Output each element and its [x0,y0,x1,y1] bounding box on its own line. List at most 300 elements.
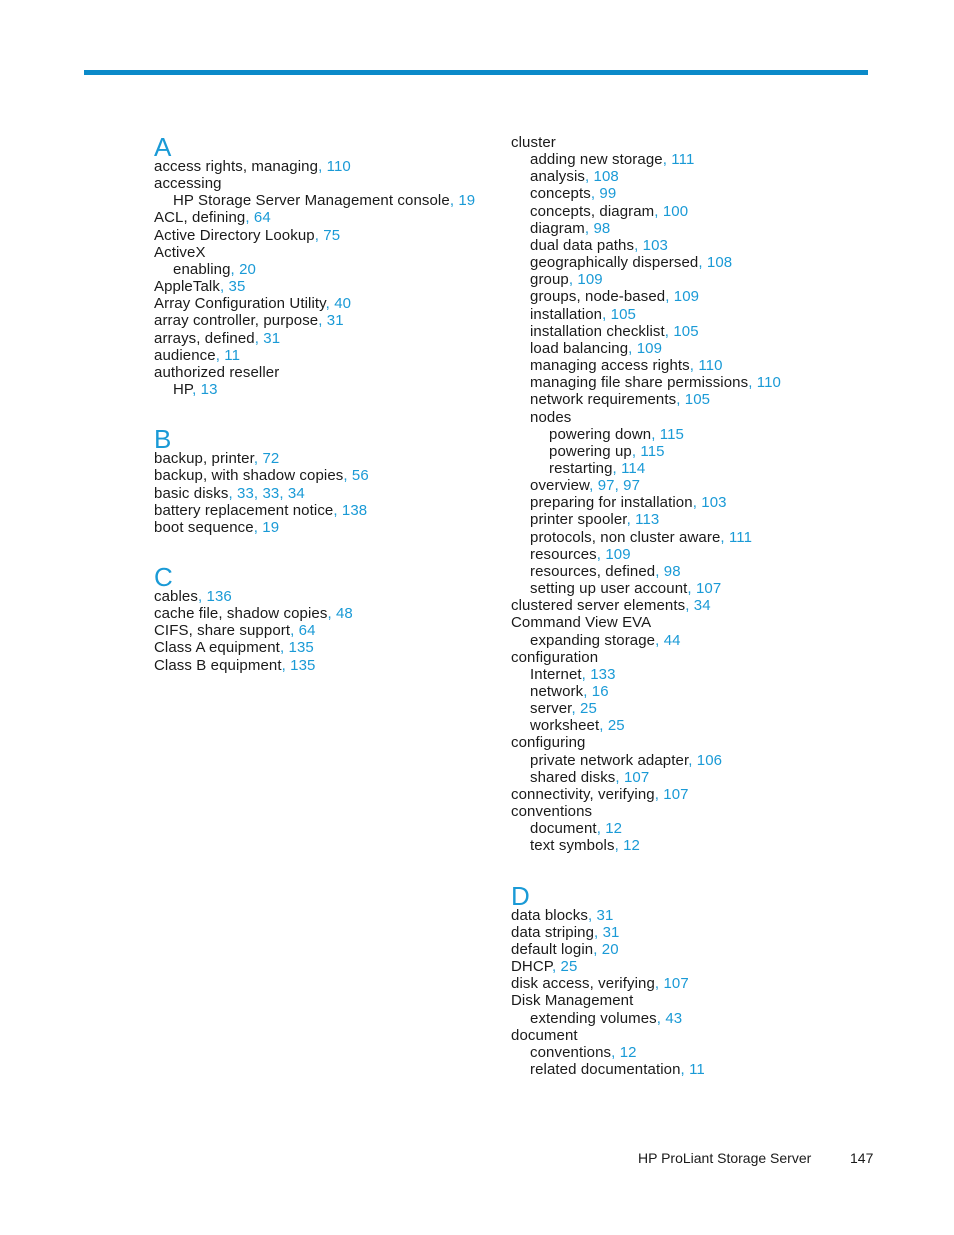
index-entry [511,323,891,340]
index-term: array controller, purpose [154,312,319,330]
page-link[interactable]: 138 [341,501,368,519]
index-term: dual data paths [530,236,635,254]
page-link[interactable]: 114 [621,459,646,477]
page-separator: , [314,226,324,244]
index-entry [511,460,891,477]
index-term: concepts [530,185,591,203]
page-separator: , [587,906,597,924]
page-link[interactable]: 31 [263,329,281,347]
page-separator: , [318,312,327,330]
page-separator: , [593,940,602,958]
page-separator: , [343,467,352,485]
page-link[interactable]: 33 [262,484,280,502]
index-term: setting up user account [530,580,688,598]
index-column-right [511,134,891,1106]
index-term: Command View EVA [511,614,652,632]
page-link[interactable]: 136 [206,587,232,605]
page-separator: , [685,597,694,615]
index-term: text symbols [530,837,615,855]
index-entry [154,295,534,312]
index-term: clustered server elements [511,597,686,615]
page-link[interactable]: 11 [224,346,241,364]
index-term: AppleTalk [154,278,220,296]
page-separator: , [651,425,660,443]
page-separator: , [568,271,578,289]
page-separator: , [318,158,327,175]
page-separator: , [253,518,263,536]
page-separator: , [279,484,288,502]
index-term: installation [530,305,603,323]
index-term: document [511,1026,578,1044]
index-entry [511,752,891,769]
index-term: preparing for installation [530,494,693,512]
index-term: adding new storage [530,151,663,169]
index-term: DHCP [511,958,552,976]
index-entry [511,958,891,975]
index-term: extending volumes [530,1009,657,1027]
page-link[interactable]: 108 [706,254,733,272]
page-separator: , [281,656,291,674]
index-entry [154,502,534,519]
index-entry [511,837,891,854]
index-entry [154,261,534,278]
index-term: basic disks [154,484,229,502]
index-entry [511,271,891,288]
page-link[interactable]: 113 [635,511,660,529]
index-entry [154,244,534,261]
index-entry [511,357,891,374]
index-entry [154,330,534,347]
index-entry [511,1061,891,1078]
page-link[interactable]: 31 [602,923,620,941]
index-entry [511,426,891,443]
index-section [511,134,891,855]
page-link[interactable]: 99 [599,185,617,203]
index-term: Class B equipment [154,656,282,674]
page-link[interactable]: 133 [590,665,616,683]
page-separator: , [327,605,336,623]
index-entry [511,683,891,700]
page-separator: , [584,219,594,237]
index-entry [511,717,891,734]
index-term: Disk Management [511,992,634,1010]
index-entry [511,546,891,563]
page-separator: , [602,305,611,323]
page-link[interactable]: 110 [756,374,781,392]
index-term: server [530,700,572,718]
index-term: disk access, verifying [511,975,655,993]
index-term: worksheet [530,717,600,735]
index-term: private network adapter [530,751,689,769]
page-separator: , [688,751,697,769]
page-separator: , [628,339,637,357]
page-separator: , [192,381,201,399]
page-separator: , [585,168,594,186]
index-entry [511,820,891,837]
page-link[interactable]: 72 [262,450,280,468]
page-separator: , [665,288,674,306]
page-separator: , [325,295,335,313]
page-link[interactable]: 12 [619,1043,637,1061]
index-entry [511,409,891,426]
index-term: load balancing [530,339,629,357]
page-link[interactable]: 105 [610,305,636,323]
index-term: geographically dispersed [530,254,699,272]
index-term: printer spooler [530,511,627,529]
index-entry [511,185,891,202]
page-separator: , [612,459,622,477]
index-entry [511,477,891,494]
index-term: protocols, non cluster aware [530,528,721,546]
page-separator: , [626,511,636,529]
page-separator: , [611,1043,620,1061]
index-entry [154,312,534,329]
page-link[interactable]: 64 [298,622,316,640]
index-term: restarting [549,459,613,477]
index-entry [511,563,891,580]
page-separator: , [614,477,624,495]
page-link[interactable]: 20 [601,940,619,958]
page-separator: , [583,683,592,700]
index-entry [511,803,891,820]
index-term: managing access rights [530,357,690,375]
index-entry [511,580,891,597]
section-letter: A [154,132,172,162]
section-letter: D [511,880,530,911]
index-term: ACL, defining [154,209,246,227]
index-column-left [154,134,534,702]
page-separator: , [228,484,238,502]
index-term: access rights, managing [154,158,319,175]
footer-title: HP ProLiant Storage Server [638,1150,812,1166]
page-link[interactable]: 105 [684,391,711,409]
index-term: battery replacement notice [154,501,334,519]
page-separator: , [634,236,643,254]
page-link[interactable]: 13 [200,381,218,399]
index-term: diagram [530,219,585,237]
index-term: analysis [530,168,585,186]
index-entry [154,347,534,364]
page-separator: , [664,322,674,340]
index-term: group [530,271,569,289]
page-link[interactable]: 107 [663,975,689,993]
page-link[interactable]: 115 [640,442,665,460]
index-term: default login [511,940,594,958]
page-link[interactable]: 12 [605,820,623,838]
page-link[interactable]: 100 [662,202,689,220]
page-separator: , [662,151,672,169]
index-entry [154,450,534,467]
index-term: boot sequence [154,518,254,536]
index-entry [511,134,891,151]
page-link[interactable]: 110 [326,158,351,175]
index-entry [511,220,891,237]
index-term: overview [530,477,590,495]
page-link[interactable]: 107 [695,580,722,598]
page-link[interactable]: 115 [659,425,684,443]
index-entry [154,657,534,674]
page-link[interactable]: 44 [663,631,681,649]
page-separator: , [290,622,299,640]
page-separator: , [581,665,591,683]
index-term: nodes [530,408,572,426]
page-link[interactable]: 103 [701,494,727,512]
index-entry [511,494,891,511]
index-term: data striping [511,923,595,941]
index-term: cache file, shadow copies [154,605,328,623]
page-link[interactable]: 48 [335,605,353,623]
index-entry [511,941,891,958]
index-term: CIFS, share support [154,622,291,640]
index-term: powering down [549,425,652,443]
page-link[interactable]: 135 [288,639,314,657]
page-link[interactable]: 107 [663,785,689,803]
index-entry [511,786,891,803]
index-entry [511,975,891,992]
page-link[interactable]: 16 [591,683,609,700]
index-term: HP Storage Server Management console [173,192,450,210]
page-link[interactable]: 40 [334,295,352,313]
index-section [154,426,534,536]
index-term: connectivity, verifying [511,785,655,803]
page-separator: , [599,717,608,735]
page-link[interactable]: 109 [577,271,603,289]
page-separator: , [197,587,207,605]
index-entry [511,254,891,271]
index-entry [511,734,891,751]
index-term: authorized reseller [154,363,280,381]
index-term: Internet [530,665,582,683]
index-entry [154,278,534,295]
page-separator: , [254,329,264,347]
index-entry [511,529,891,546]
page-separator: , [680,1060,690,1078]
page-link[interactable]: 107 [623,768,650,786]
page-separator: , [654,785,664,803]
index-entry [511,907,891,924]
page-separator: , [245,209,254,227]
page-separator: , [333,501,342,519]
index-term: document [530,820,597,838]
index-entry [511,511,891,528]
page-link[interactable]: 75 [323,226,341,244]
index-entry [511,374,891,391]
page-separator: , [615,768,624,786]
page-separator: , [698,254,707,272]
page-link[interactable]: 111 [728,528,753,546]
index-entry [154,588,534,605]
index-entry [154,467,534,484]
page-separator: , [687,580,696,598]
page-link[interactable]: 35 [228,278,246,296]
page-link[interactable]: 64 [253,209,271,227]
index-term: conventions [511,803,593,821]
index-entry [511,597,891,614]
index-term: audience [154,346,216,364]
index-entry [154,622,534,639]
index-term: powering up [549,442,632,460]
page-link[interactable]: 109 [636,339,663,357]
index-term: installation checklist [530,322,665,340]
index-entry [511,614,891,631]
page-separator: , [654,975,664,993]
page-link[interactable]: 34 [287,484,305,502]
page-separator: , [631,442,641,460]
index-term: concepts, diagram [530,202,655,220]
index-term: cluster [511,134,556,151]
index-term: HP [173,381,193,399]
page-link[interactable]: 12 [623,837,640,855]
index-entry [511,700,891,717]
page-separator: , [590,185,600,203]
page-link[interactable]: 25 [560,958,578,976]
index-section [511,880,891,1079]
index-term: network requirements [530,391,677,409]
page-link[interactable]: 105 [673,322,699,340]
index-entry [154,639,534,656]
index-entry [154,227,534,244]
page-link[interactable]: 109 [605,545,631,563]
index-entry [511,203,891,220]
index-term: expanding storage [530,631,656,649]
index-entry [154,175,534,192]
page-link[interactable]: 43 [665,1009,683,1027]
index-entry [511,443,891,460]
index-entry [511,151,891,168]
index-entry [154,364,534,381]
page-link[interactable]: 11 [689,1060,705,1078]
page-link[interactable]: 19 [458,192,476,210]
index-term: shared disks [530,768,616,786]
index-entry [154,158,534,175]
index-entry [154,605,534,622]
index-entry [154,519,534,536]
index-term: data blocks [511,906,588,924]
index-entry [511,992,891,1009]
page-link[interactable]: 110 [698,357,723,375]
index-entry [511,288,891,305]
index-term: backup, printer [154,450,254,468]
index-term: resources [530,545,597,563]
page-link[interactable]: 25 [580,700,597,718]
index-entry [511,649,891,666]
page-separator: , [596,545,606,563]
index-term: resources, defined [530,562,656,580]
page-link[interactable]: 31 [326,312,344,330]
index-entry [511,391,891,408]
index-entry [511,237,891,254]
index-term: ActiveX [154,243,206,261]
page-separator: , [571,700,580,718]
index-term: cables [154,587,198,605]
index-entry [511,924,891,941]
index-entry [511,769,891,786]
index-entry [154,485,534,502]
page-link[interactable]: 98 [593,219,611,237]
page-number: 147 [850,1150,874,1166]
index-entry [511,1010,891,1027]
index-term: network [530,683,584,700]
page-link[interactable]: 103 [642,236,668,254]
index-entry [511,340,891,357]
index-section [154,561,534,674]
index-term: related documentation [530,1060,681,1078]
index-term: arrays, defined [154,329,255,347]
index-term: managing file share permissions [530,374,749,392]
page-link[interactable]: 97 [597,477,615,495]
page-separator: , [656,1009,666,1027]
index-term: groups, node-based [530,288,666,306]
page-separator: , [689,357,699,375]
index-term: conventions [530,1043,612,1061]
page-separator: , [748,374,757,392]
page-link[interactable]: 135 [290,656,316,674]
page-link[interactable]: 108 [593,168,619,186]
page-separator: , [253,484,263,502]
page-separator: , [219,278,229,296]
index-term: backup, with shadow copies [154,467,344,485]
page-link[interactable]: 109 [673,288,700,306]
page-separator: , [230,260,240,278]
index-term: configuration [511,648,599,666]
index-entry [154,209,534,226]
page-link[interactable]: 97 [623,477,641,495]
page-separator: , [676,391,685,409]
index-entry [511,1027,891,1044]
page-separator: , [253,450,263,468]
page-separator: , [594,923,603,941]
page-separator: , [449,192,459,210]
page-link[interactable]: 34 [693,597,711,615]
page-separator: , [654,202,663,220]
page-link[interactable]: 33 [237,484,254,502]
page-separator: , [655,631,664,649]
page-separator: , [614,837,624,855]
page-link[interactable]: 31 [596,906,614,924]
index-entry [511,632,891,649]
index-term: accessing [154,175,222,193]
page-link[interactable]: 20 [239,260,256,278]
page-separator: , [279,639,289,657]
index-section [154,134,534,398]
page-separator: , [692,494,702,512]
index-term: Active Directory Lookup [154,226,315,244]
index-term: Array Configuration Utility [154,295,326,313]
section-letter: C [154,561,173,592]
section-letter: B [154,424,172,455]
page-link[interactable]: 56 [351,467,369,485]
page-link[interactable]: 111 [671,151,695,169]
header-rule [84,70,868,75]
page-separator: , [215,346,225,364]
index-entry [511,168,891,185]
index-term: enabling [173,260,231,278]
page-link[interactable]: 25 [607,717,625,735]
page-link[interactable]: 106 [696,751,723,769]
index-term: configuring [511,734,586,752]
index-entry [154,381,534,398]
page-separator: , [596,820,606,838]
page-separator: , [551,958,561,976]
page-separator: , [655,562,664,580]
page-link[interactable]: 19 [262,518,280,536]
index-entry [511,1044,891,1061]
page-separator: , [589,477,598,495]
page-link[interactable]: 98 [663,562,681,580]
index-entry [511,666,891,683]
index-entry [154,192,534,209]
index-term: Class A equipment [154,639,280,657]
